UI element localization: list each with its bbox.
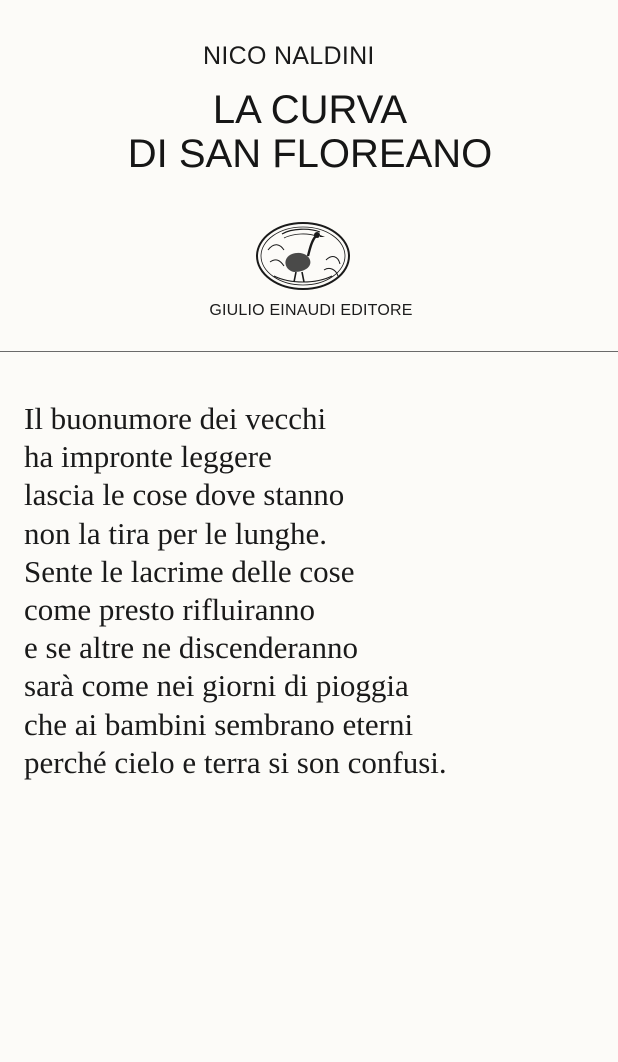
poem-line: Sente le lacrime delle cose [24, 553, 355, 589]
title-line-2: DI SAN FLOREANO [127, 132, 493, 176]
poem-line: come presto rifluiranno [24, 592, 315, 628]
poem-line: sarà come nei giorni di pioggia [24, 668, 409, 704]
cover-header [0, 0, 618, 352]
divider-rule [0, 351, 618, 352]
poem-line: ha impronte leggere [24, 439, 272, 475]
poem-text [24, 400, 447, 782]
publisher-name: GIULIO EINAUDI EDITORE [209, 302, 413, 319]
book-title [100, 88, 520, 176]
poem-line: lascia le cose dove stanno [24, 477, 345, 513]
poem-line: Il buonumore dei vecchi [24, 401, 327, 436]
poem-line: non la tira per le lunghe. [24, 515, 328, 551]
einaudi-ostrich-emblem-icon [254, 220, 352, 292]
poem-line: e se altre ne discenderanno [24, 630, 358, 666]
poem-line: che ai bambini sembrano eterni [24, 706, 414, 742]
poem-line: perché cielo e terra si son confusi. [24, 744, 447, 780]
author-name: NICO NALDINI [203, 42, 375, 70]
title-line-1: LA CURVA [212, 88, 408, 132]
